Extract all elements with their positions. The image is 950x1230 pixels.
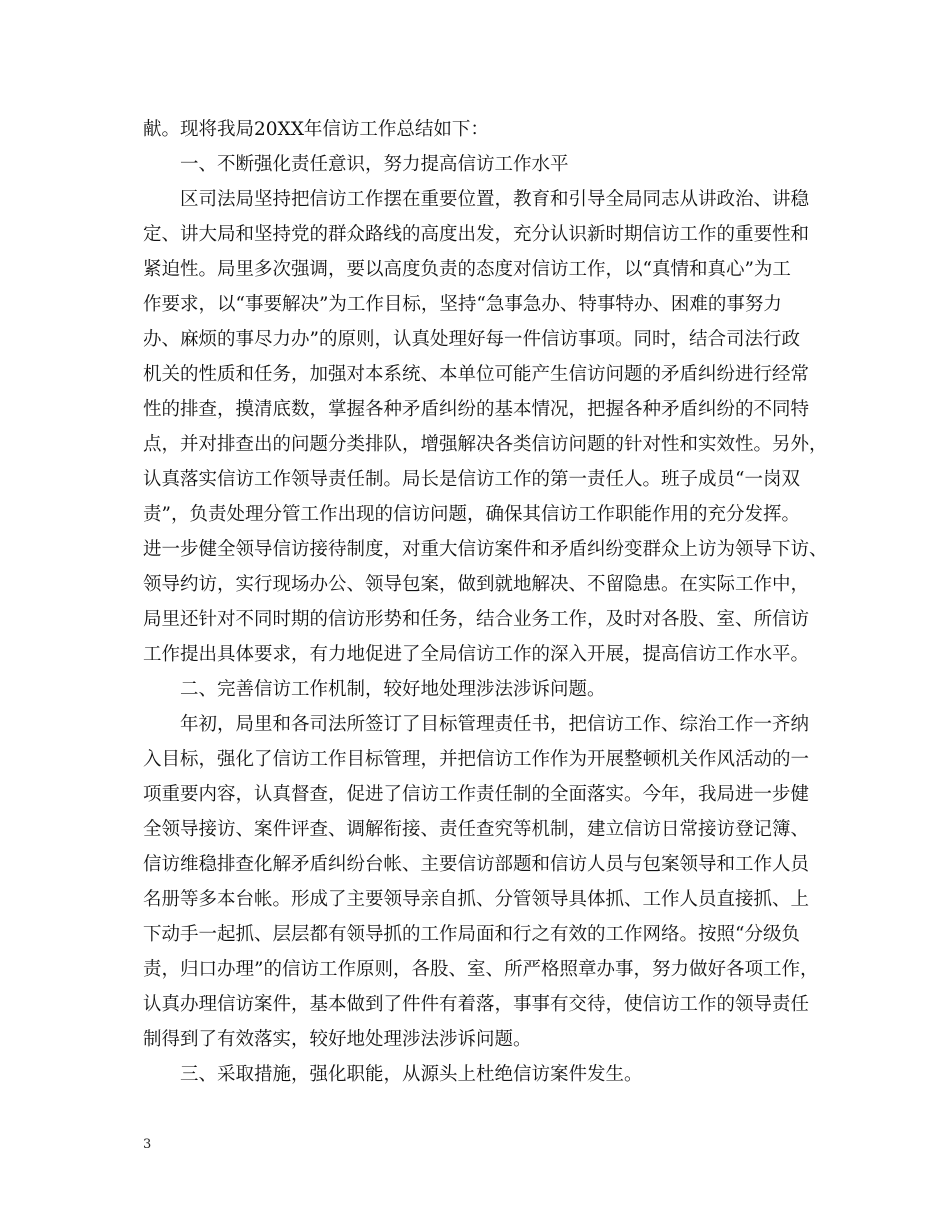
text-line: 一、不断强化责任意识，努力提高信访工作水平 [180,154,569,175]
document-body [143,112,828,1092]
text-line: 全领导接访、案件评查、调解衔接、责任查究等机制，建立信访日常接访登记簿、 [143,819,810,840]
text-line: 作要求，以“事要解决”为工作目标，坚持“急事急办、特事特办、困难的事努力 [143,294,782,315]
text-line: 点，并对排查出的问题分类排队，增强解决各类信访问题的针对性和实效性。另外， [143,434,828,455]
text-line: 办、麻烦的事尽力办”的原则，认真处理好每一件信访事项。同时，结合司法行政 [143,329,800,350]
text-line: 下动手一起抓、层层都有领导抓的工作局面和行之有效的工作网络。按照“分级负 [143,924,800,945]
text-line: 认真办理信访案件，基本做到了件件有着落，事事有交待，使信访工作的领导责任 [143,994,810,1015]
text-line: 项重要内容，认真督查，促进了信访工作责任制的全面落实。今年，我局进一步健 [143,784,810,805]
text-line: 定、讲大局和坚持党的群众路线的高度出发，充分认识新时期信访工作的重要性和 [143,224,810,245]
text-line: 认真落实信访工作领导责任制。局长是信访工作的第一责任人。班子成员“一岗双 [143,469,800,490]
text-line: 领导约访，实行现场办公、领导包案，做到就地解决、不留隐患。在实际工作中， [143,574,810,595]
text-line: 责，归口办理”的信访工作原则，各股、室、所严格照章办事，努力做好各项工作， [143,959,819,980]
page-number: 3 [143,1137,152,1152]
text-line: 紧迫性。局里多次强调，要以高度负责的态度对信访工作，以“真情和真心”为工 [143,259,791,280]
text-line: 责”，负责处理分管工作出现的信访问题，确保其信访工作职能作用的充分发挥。 [143,504,800,525]
text-line: 二、完善信访工作机制，较好地处理涉法涉诉问题。 [180,679,606,700]
text-line: 三、采取措施，强化职能，从源头上杜绝信访案件发生。 [180,1064,643,1085]
text-line: 局里还针对不同时期的信访形势和任务，结合业务工作，及时对各股、室、所信访 [143,609,810,630]
text-line: 入目标，强化了信访工作目标管理，并把信访工作作为开展整顿机关作风活动的一 [143,749,810,770]
text-line: 机关的性质和任务，加强对本系统、本单位可能产生信访问题的矛盾纠纷进行经常 [143,364,810,385]
text-line: 名册等多本台帐。形成了主要领导亲自抓、分管领导具体抓、工作人员直接抓、上 [143,889,810,910]
text-line: 制得到了有效落实，较好地处理涉法涉诉问题。 [143,1029,532,1050]
text-line: 年初，局里和各司法所签订了目标管理责任书，把信访工作、综治工作一齐纳 [180,714,810,735]
text-line: 信访维稳排查化解矛盾纠纷台帐、主要信访部题和信访人员与包案领导和工作人员 [143,854,810,875]
text-line: 性的排查，摸清底数，掌握各种矛盾纠纷的基本情况，把握各种矛盾纠纷的不同特 [143,399,810,420]
text-line: 工作提出具体要求，有力地促进了全局信访工作的深入开展，提高信访工作水平。 [143,644,810,665]
text-line: 进一步健全领导信访接待制度，对重大信访案件和矛盾纠纷变群众上访为领导下访、 [143,539,828,560]
text-line: 献。现将我局20XX年信访工作总结如下： [143,119,489,140]
text-line: 区司法局坚持把信访工作摆在重要位置，教育和引导全局同志从讲政治、讲稳 [180,189,810,210]
